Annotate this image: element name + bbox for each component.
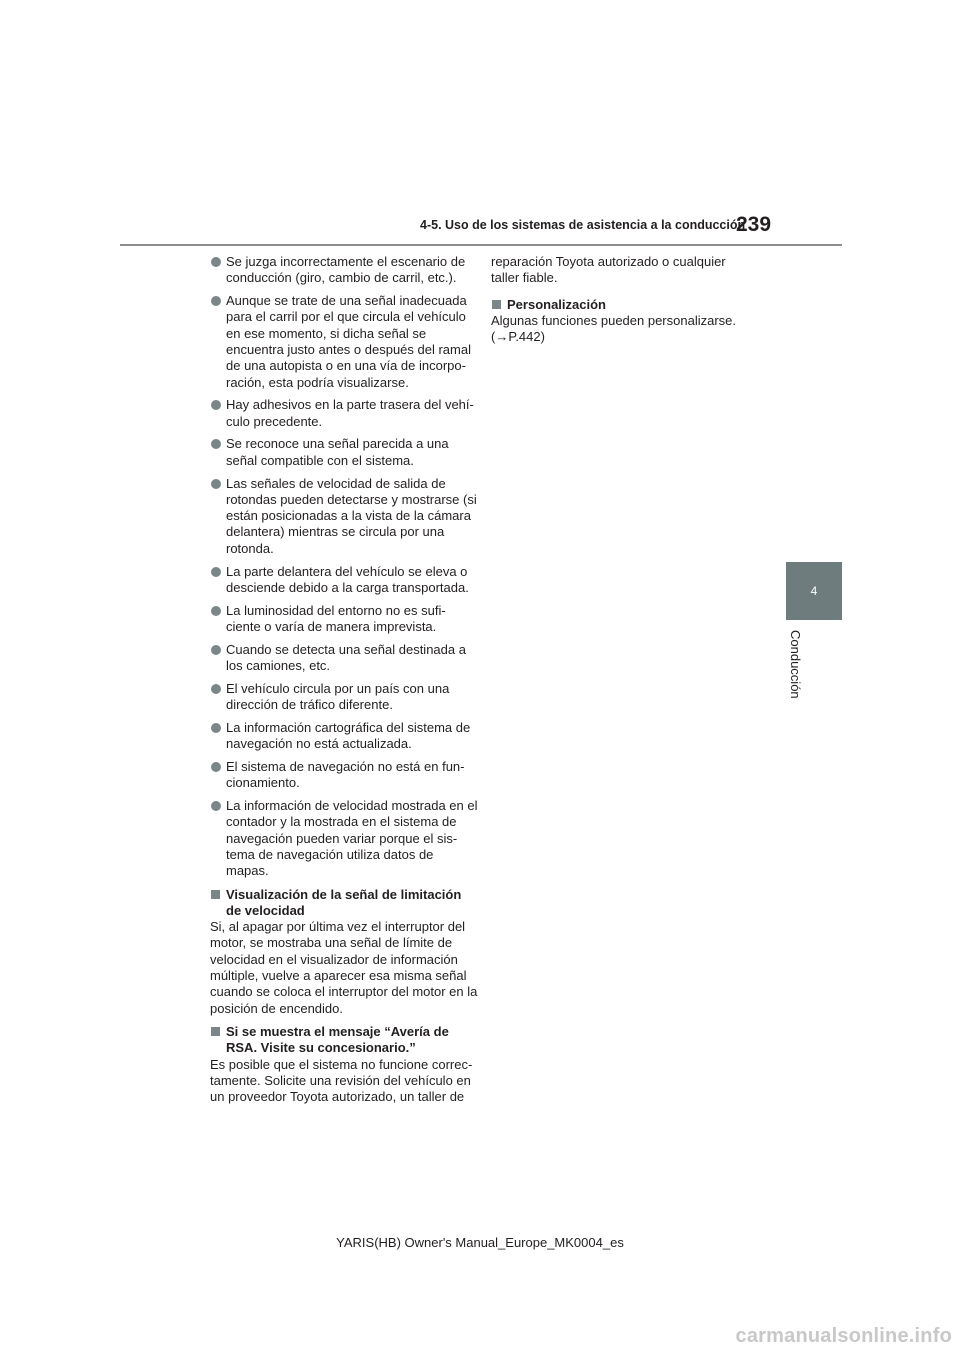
list-item: La información cartográfica del sistema de navegación no está actualizada. <box>210 720 478 753</box>
chapter-title: Conducción <box>788 630 803 699</box>
bullet-circle-icon <box>211 723 221 733</box>
square-bullet-icon <box>492 300 501 309</box>
bullet-circle-icon <box>211 606 221 616</box>
section-header: 4-5. Uso de los sistemas de asistencia a la conducción <box>420 218 746 232</box>
list-item: El sistema de navegación no está en fun-cionamiento. <box>210 759 478 792</box>
square-bullet-icon <box>211 890 220 899</box>
section-heading-customization: Personalización <box>491 297 753 313</box>
continued-text: reparación Toyota autorizado o cualquier taller fiable. <box>491 254 726 286</box>
bullet-circle-icon <box>211 684 221 694</box>
list-item: Hay adhesivos en la parte trasera del vehí-culo precedente. <box>210 397 478 430</box>
list-item: La información de velocidad mostrada en el contador y la mostrada en el sistema de navegación pueden variar porque el sis-tema de navegación utiliza datos de mapas. <box>210 798 478 879</box>
watermark: carmanualsonline.info <box>735 1325 952 1347</box>
list-item: La luminosidad del entorno no es sufi-ciente o varía de manera imprevista. <box>210 603 478 636</box>
footer-manual-name: YARIS(HB) Owner's Manual_Europe_MK0004_es <box>336 1235 624 1250</box>
list-item: Las señales de velocidad de salida de rotondas pueden detectarse y mostrarse (si están posicionadas a la vista de la cámara delantera) mientras se circula por una rotonda. <box>210 476 478 557</box>
right-column <box>491 254 753 351</box>
header-divider <box>120 244 842 246</box>
bullet-circle-icon <box>211 567 221 577</box>
page-number: 239 <box>736 213 772 236</box>
list-item: Aunque se trate de una señal inadecuada para el carril por el que circula el vehículo en ese momento, si dicha señal se encuentra justo antes o después del ramal de una autopista o en una vía de incorpo-ración, esta podría visualizarse. <box>210 293 478 391</box>
bullet-circle-icon <box>211 296 221 306</box>
chapter-number: 4 <box>810 584 818 598</box>
list-item: Cuando se detecta una señal destinada a los camiones, etc. <box>210 642 478 675</box>
bullet-circle-icon <box>211 762 221 772</box>
chapter-tab <box>786 562 842 620</box>
bullet-circle-icon <box>211 479 221 489</box>
bullet-circle-icon <box>211 257 221 267</box>
section-heading-speed-limit-display: Visualización de la señal de limitación de velocidad <box>210 887 478 920</box>
section-body-customization: Algunas funciones pueden personalizarse. (→P.442) <box>491 312 737 345</box>
section-body-speed-limit-display: Si, al apagar por última vez el interruptor del motor, se mostraba una señal de límite de velocidad en el visualizador de información múltiple, vuelve a aparecer esa misma señal cuando se coloca el interruptor del motor en la posición de encendido. <box>210 919 478 1016</box>
bullet-circle-icon <box>211 801 221 811</box>
square-bullet-icon <box>211 1027 220 1036</box>
bullet-circle-icon <box>211 439 221 449</box>
list-item: Se juzga incorrectamente el escenario de conducción (giro, cambio de carril, etc.). <box>210 254 478 287</box>
bullet-circle-icon <box>211 400 221 410</box>
section-body-rsa-malfunction: Es posible que el sistema no funcione correc-tamente. Solicite una revisión del vehículo en un proveedor Toyota autorizado, un taller de <box>210 1056 473 1105</box>
list-item: Se reconoce una señal parecida a una señal compatible con el sistema. <box>210 436 478 469</box>
list-item: La parte delantera del vehículo se eleva o desciende debido a la carga transportada. <box>210 564 478 597</box>
bullet-circle-icon <box>211 645 221 655</box>
list-item: El vehículo circula por un país con una dirección de tráfico diferente. <box>210 681 478 714</box>
left-column <box>210 254 478 1111</box>
section-heading-rsa-malfunction: Si se muestra el mensaje “Avería de RSA. Visite su concesionario.” <box>210 1024 478 1057</box>
